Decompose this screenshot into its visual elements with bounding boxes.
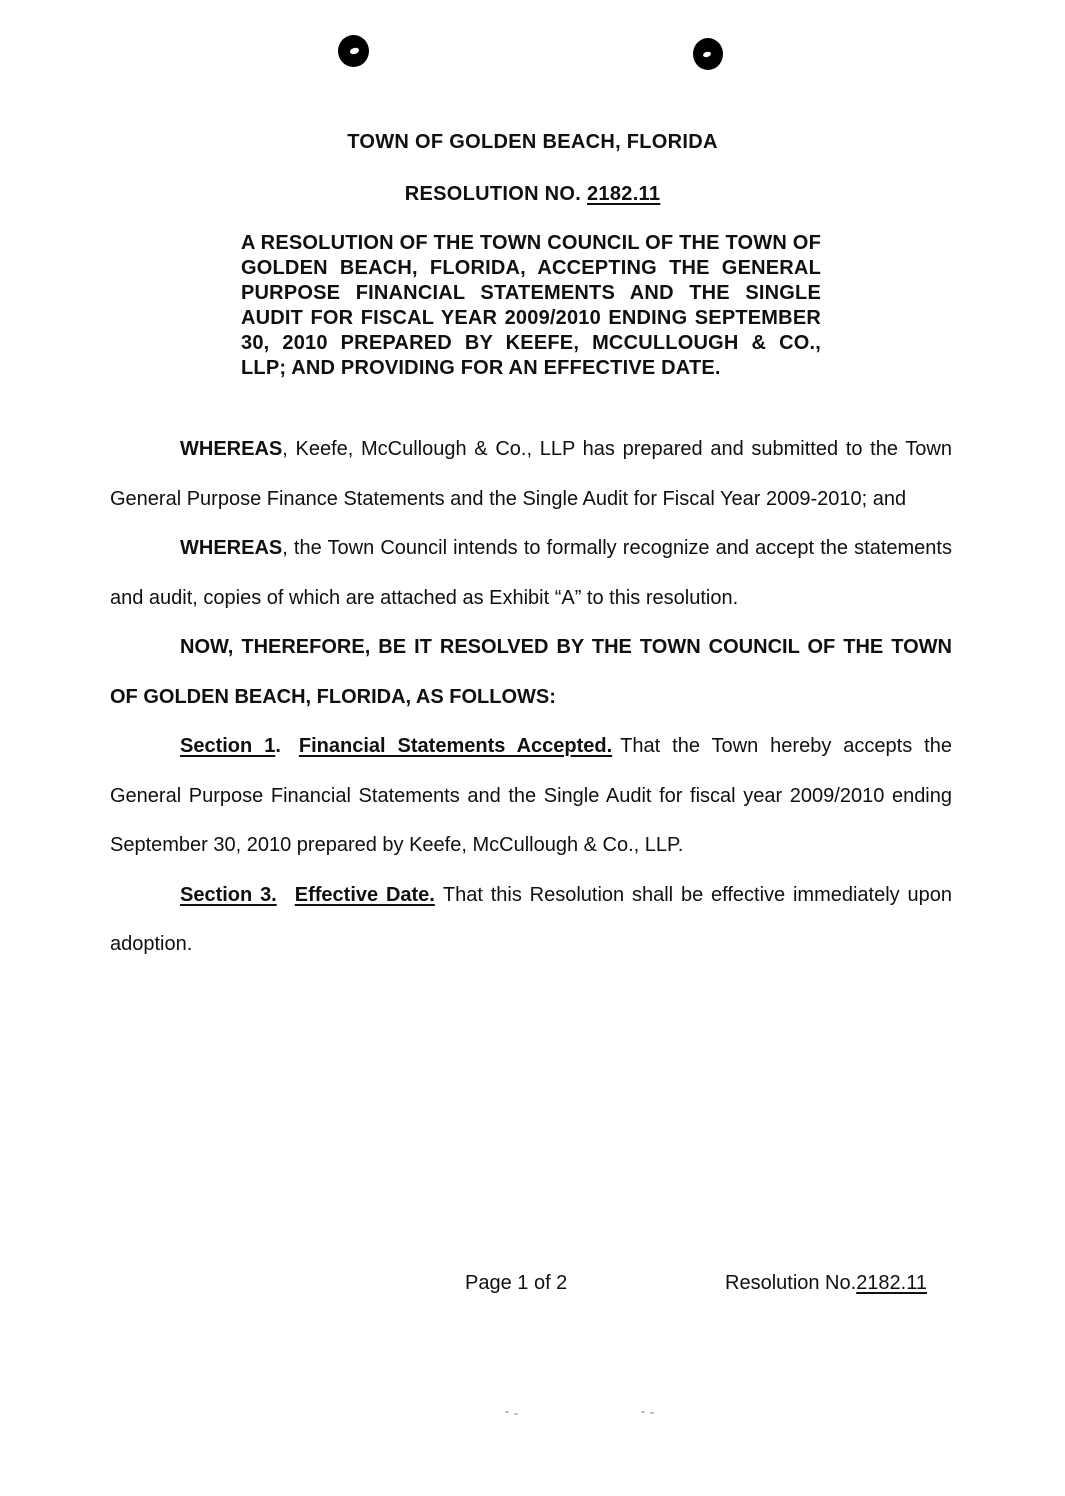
paragraph-whereas-1 [110, 425, 952, 524]
section-number: Section 1 [180, 735, 276, 757]
scan-artifact [505, 1411, 509, 1413]
hole-punch-mark-left [338, 35, 369, 67]
resolution-caption: A RESOLUTION OF THE TOWN COUNCIL OF THE TOWN OF GOLDEN BEACH, FLORIDA, ACCEPTING THE GENERAL PURPOSE FINANCIAL STATEMENTS AND THE SINGLE AUDIT FOR FISCAL YEAR 2009/2010 ENDING SEPTEMBER 30, 2010 PREPARED BY KEEFE, MCCULLOUGH & CO., LLP; AND PROVIDING FOR AN EFFECTIVE DATE. [241, 232, 821, 379]
scan-artifact [514, 1413, 518, 1415]
page-number: Page 1 of 2 [465, 1272, 568, 1294]
hole-punch-mark-right [693, 38, 723, 70]
section-heading: Financial Statements Accepted. [298, 735, 613, 757]
footer-resolution-label: Resolution No. [725, 1272, 857, 1294]
paragraph-text: That the Town hereby accepts the General Purpose Financial Statements and the Single Audit for fiscal year 2009/2010 ending September 30, 2010 prepared by Keefe, McCullough & Co., LLP. [110, 735, 952, 856]
footer-resolution-value: 2182.11 [856, 1272, 927, 1294]
section-number: Section 3. [180, 883, 277, 906]
section-number-period: . [275, 735, 281, 757]
paragraph-text: That this Resolution shall be effective immediately upon adoption. [110, 883, 952, 955]
resolution-number-heading [0, 183, 1065, 206]
paragraph-section-1 [110, 722, 952, 871]
document-body [110, 425, 952, 970]
whereas-keyword: WHEREAS [180, 438, 283, 460]
paragraph-text: , Keefe, McCullough & Co., LLP has prepared and submitted to the Town General Purpose Finance Statements and the Single Audit for Fiscal Year 2009-2010; and [110, 438, 952, 510]
footer-resolution-number [725, 1272, 927, 1295]
resolution-number-label: RESOLUTION NO. [404, 183, 587, 205]
scan-artifact [641, 1411, 645, 1413]
paragraph-section-3 [110, 871, 952, 970]
paragraph-resolved: NOW, THEREFORE, BE IT RESOLVED BY THE TOWN COUNCIL OF THE TOWN OF GOLDEN BEACH, FLORIDA, AS FOLLOWS: [110, 636, 952, 708]
scan-artifact [650, 1412, 654, 1414]
section-heading: Effective Date. [294, 883, 435, 906]
paragraph-text: , the Town Council intends to formally recognize and accept the statements and audit, copies of which are attached as Exhibit “A” to this resolution. [110, 537, 952, 609]
resolution-number-value: 2182.11 [587, 183, 661, 205]
paragraph-whereas-2 [110, 524, 952, 623]
whereas-keyword: WHEREAS [180, 537, 283, 559]
document-title: TOWN OF GOLDEN BEACH, FLORIDA [347, 131, 718, 153]
